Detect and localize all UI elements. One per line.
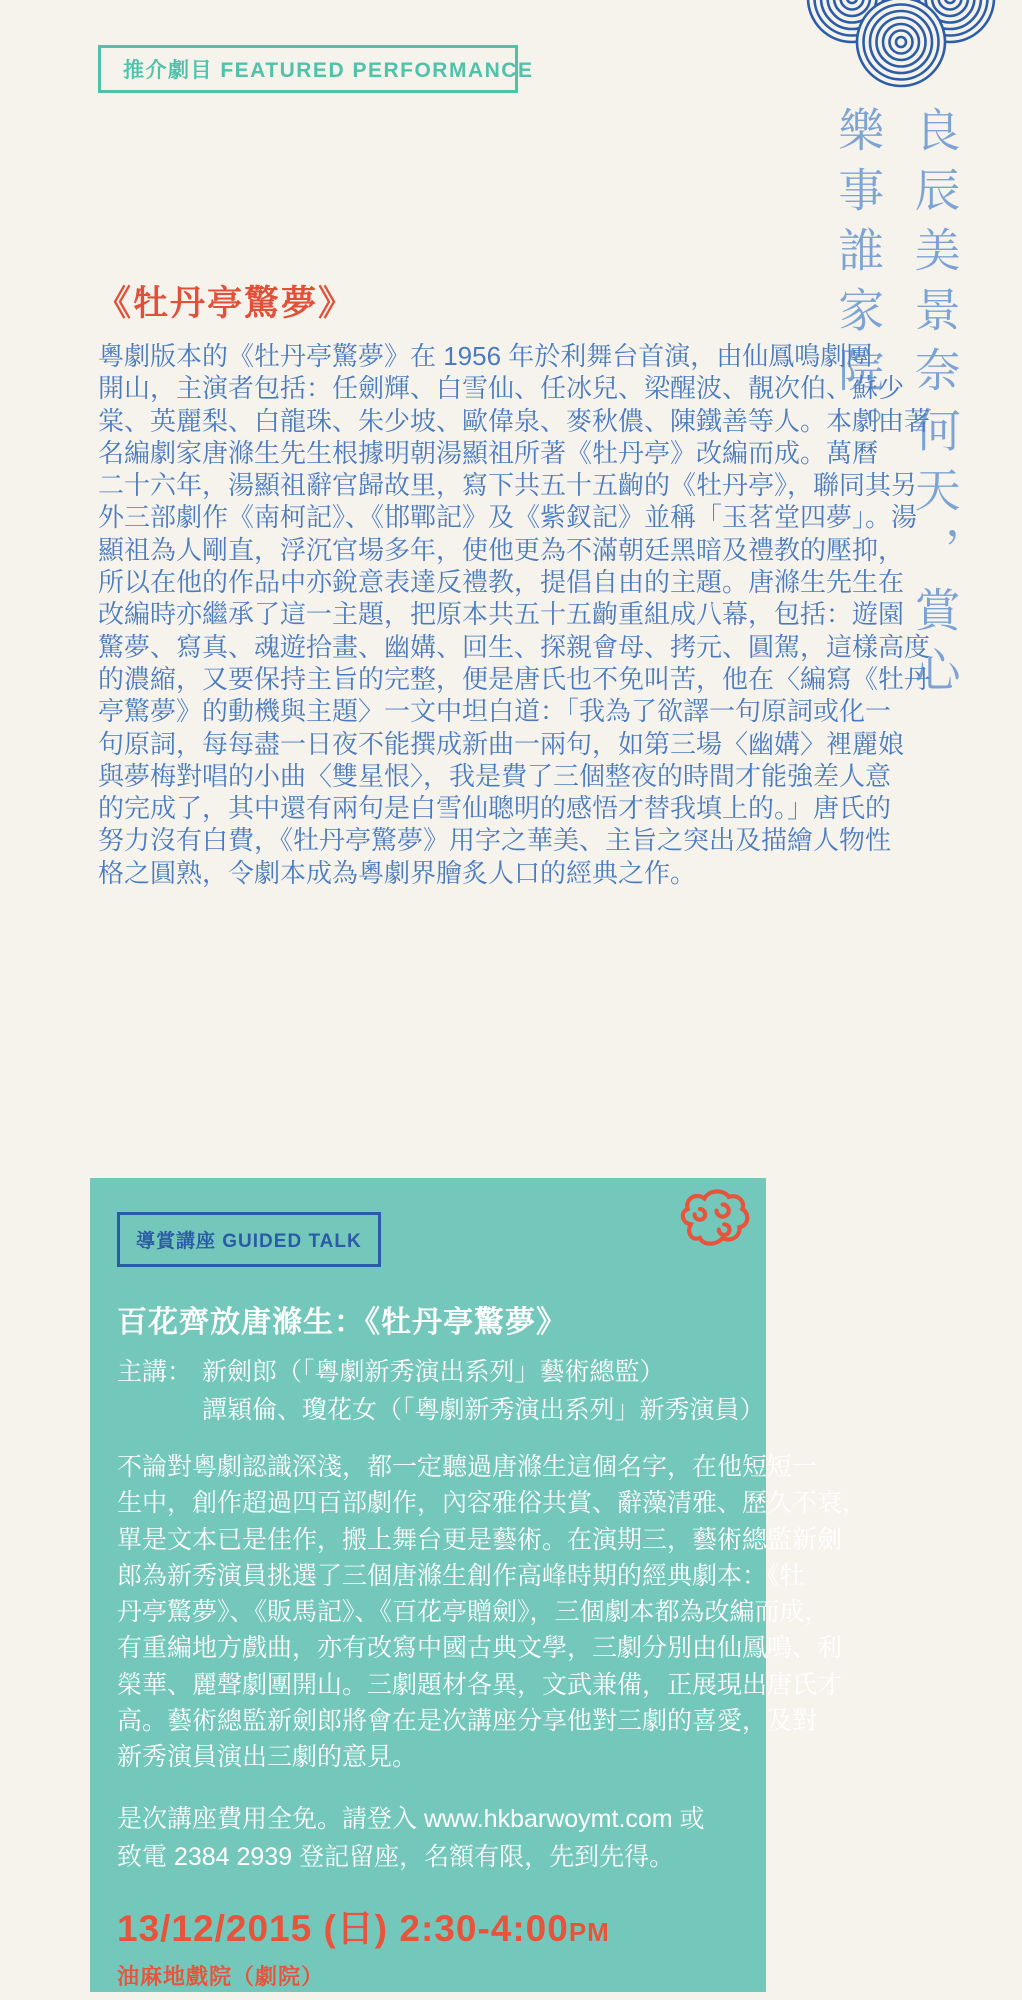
paragraph-line: 亭驚夢》的動機與主題〉一文中坦白道：「我為了欲譯一句原詞或化一 (98, 696, 892, 727)
paragraph-line: 開山，主演者包括：任劍輝、白雪仙、任冰兒、梁醒波、靚次伯、蘇少 (98, 373, 905, 404)
paragraph-line: 句原詞，每每盡一日夜不能撰成新曲一兩句，如第三場〈幽媾〉裡麗娘 (98, 728, 905, 759)
performance-description (98, 340, 931, 889)
featured-performance-label: 推介劇目 FEATURED PERFORMANCE (123, 59, 534, 82)
talk-paragraph-line: 不論對粵劇認識深淺，都一定聽過唐滌生這個名字，在他短短一 (117, 1453, 818, 1481)
wave-arcs-icon (800, 0, 1012, 92)
event-ampm: PM (568, 1916, 610, 1947)
talk-paragraph-line: 新秀演員演出三劇的意見。 (117, 1743, 418, 1772)
registration-line: 是次講座費用全免。請登入 www.hkbarwoymt.com 或 (117, 1804, 705, 1833)
guided-talk-badge-label: 導賞講座 GUIDED TALK (136, 1231, 362, 1252)
event-venue: 油麻地戲院（劇院） (117, 1963, 325, 1989)
talk-title: 百花齊放唐滌生：《牡丹亭驚夢》 (117, 1306, 567, 1339)
paragraph-line: 與夢梅對唱的小曲〈雙星恨〉，我是費了三個整夜的時間才能強差人意 (98, 760, 892, 791)
performance-title: 《牡丹亭驚夢》 (96, 284, 356, 323)
featured-performance-badge (98, 45, 534, 93)
paragraph-line: 名編劇家唐滌生先生根據明朝湯顯祖所著《牡丹亭》改編而成。萬曆 (98, 437, 879, 468)
event-datetime (117, 1898, 736, 1952)
speakers-lines (202, 1353, 765, 1429)
paragraph-line: 改編時亦繼承了這一主題，把原本共五十五齣重組成八幕，包括：遊園 (98, 599, 905, 630)
paragraph-line: 棠、英麗梨、白龍珠、朱少坡、歐偉泉、麥秋儂、陳鐵善等人。本劇由著 (98, 405, 931, 436)
paragraph-line: 格之圓熟，令劇本成為粵劇界膾炙人口的經典之作。 (98, 857, 697, 888)
guided-talk-badge (117, 1212, 381, 1267)
talk-paragraph-line: 丹亭驚夢》、《販馬記》、《百花亭贈劍》，三個劇本都為改編而成， (117, 1598, 830, 1627)
event-date: 13/12/2015 (117, 1907, 313, 1949)
speaker-line: 新劍郎（「粵劇新秀演出系列」藝術總監） (202, 1358, 665, 1386)
vertical-quote-line-1: 良辰美景奈何天，賞心 (908, 106, 961, 706)
paragraph-line: 粵劇版本的《牡丹亭驚夢》在 1956 年於利舞台首演，由仙鳳鳴劇團 (98, 341, 873, 371)
event-day: (日) (323, 1907, 389, 1949)
talk-speakers (117, 1353, 765, 1429)
talk-paragraph-line: 郎為新秀演員挑選了三個唐滌生創作高峰時期的經典劇本：《牡 (117, 1561, 805, 1590)
paragraph-line: 驚夢、寫真、魂遊拾畫、幽媾、回生、探親會母、拷元、圓駕，這樣高度 (98, 631, 931, 662)
talk-paragraph-line: 有重編地方戲曲，亦有改寫中國古典文學，三劇分別由仙鳳鳴、利 (117, 1634, 843, 1663)
paragraph-line: 二十六年，湯顯祖辭官歸故里，寫下共五十五齣的《牡丹亭》，聯同其另 (98, 470, 918, 501)
speaker-line: 譚穎倫、瓊花女（「粵劇新秀演出系列」新秀演員） (202, 1396, 765, 1424)
guided-talk-panel (90, 1178, 868, 1992)
registration-line: 致電 2384 2939 登記留座，名額有限，先到先得。 (117, 1842, 675, 1871)
paragraph-line: 努力沒有白費，《牡丹亭驚夢》用字之華美、主旨之突出及描繪人物性 (98, 825, 892, 856)
paragraph-line: 顯祖為人剛直，浮沉官場多年，使他更為不滿朝廷黑暗及禮教的壓抑， (98, 534, 905, 565)
registration-info (117, 1800, 736, 1876)
talk-paragraph-line: 榮華、麗聲劇團開山。三劇題材各異，文武兼備，正展現出唐氏才 (117, 1670, 843, 1699)
event-time: 2:30-4:00 (399, 1907, 569, 1949)
paragraph-line: 所以在他的作品中亦銳意表達反禮教，提倡自由的主題。唐滌生先生在 (98, 567, 905, 598)
talk-paragraph-line: 高。藝術總監新劍郎將會在是次講座分享他對三劇的喜愛，及對 (117, 1707, 818, 1736)
speakers-label: 主講： (117, 1358, 193, 1386)
cloud-icon (674, 1186, 750, 1258)
talk-paragraph-line: 單是文本已是佳作，搬上舞台更是藝術。在演期三，藝術總監新劍 (117, 1525, 843, 1554)
paragraph-line: 外三部劇作《南柯記》、《邯鄲記》及《紫釵記》並稱「玉茗堂四夢」。湯 (98, 502, 918, 533)
paragraph-line: 的濃縮，又要保持主旨的完整，便是唐氏也不免叫苦，他在〈編寫《牡丹 (98, 663, 931, 694)
paragraph-line: 的完成了，其中還有兩句是白雪仙聰明的感悟才替我填上的。」唐氏的 (98, 793, 892, 824)
talk-description (117, 1449, 868, 1776)
vertical-quote-line-2: 樂事誰家院。 (832, 106, 885, 466)
talk-paragraph-line: 生中，創作超過四百部劇作，內容雅俗共賞、辭藻清雅、歷久不衰， (117, 1489, 868, 1518)
